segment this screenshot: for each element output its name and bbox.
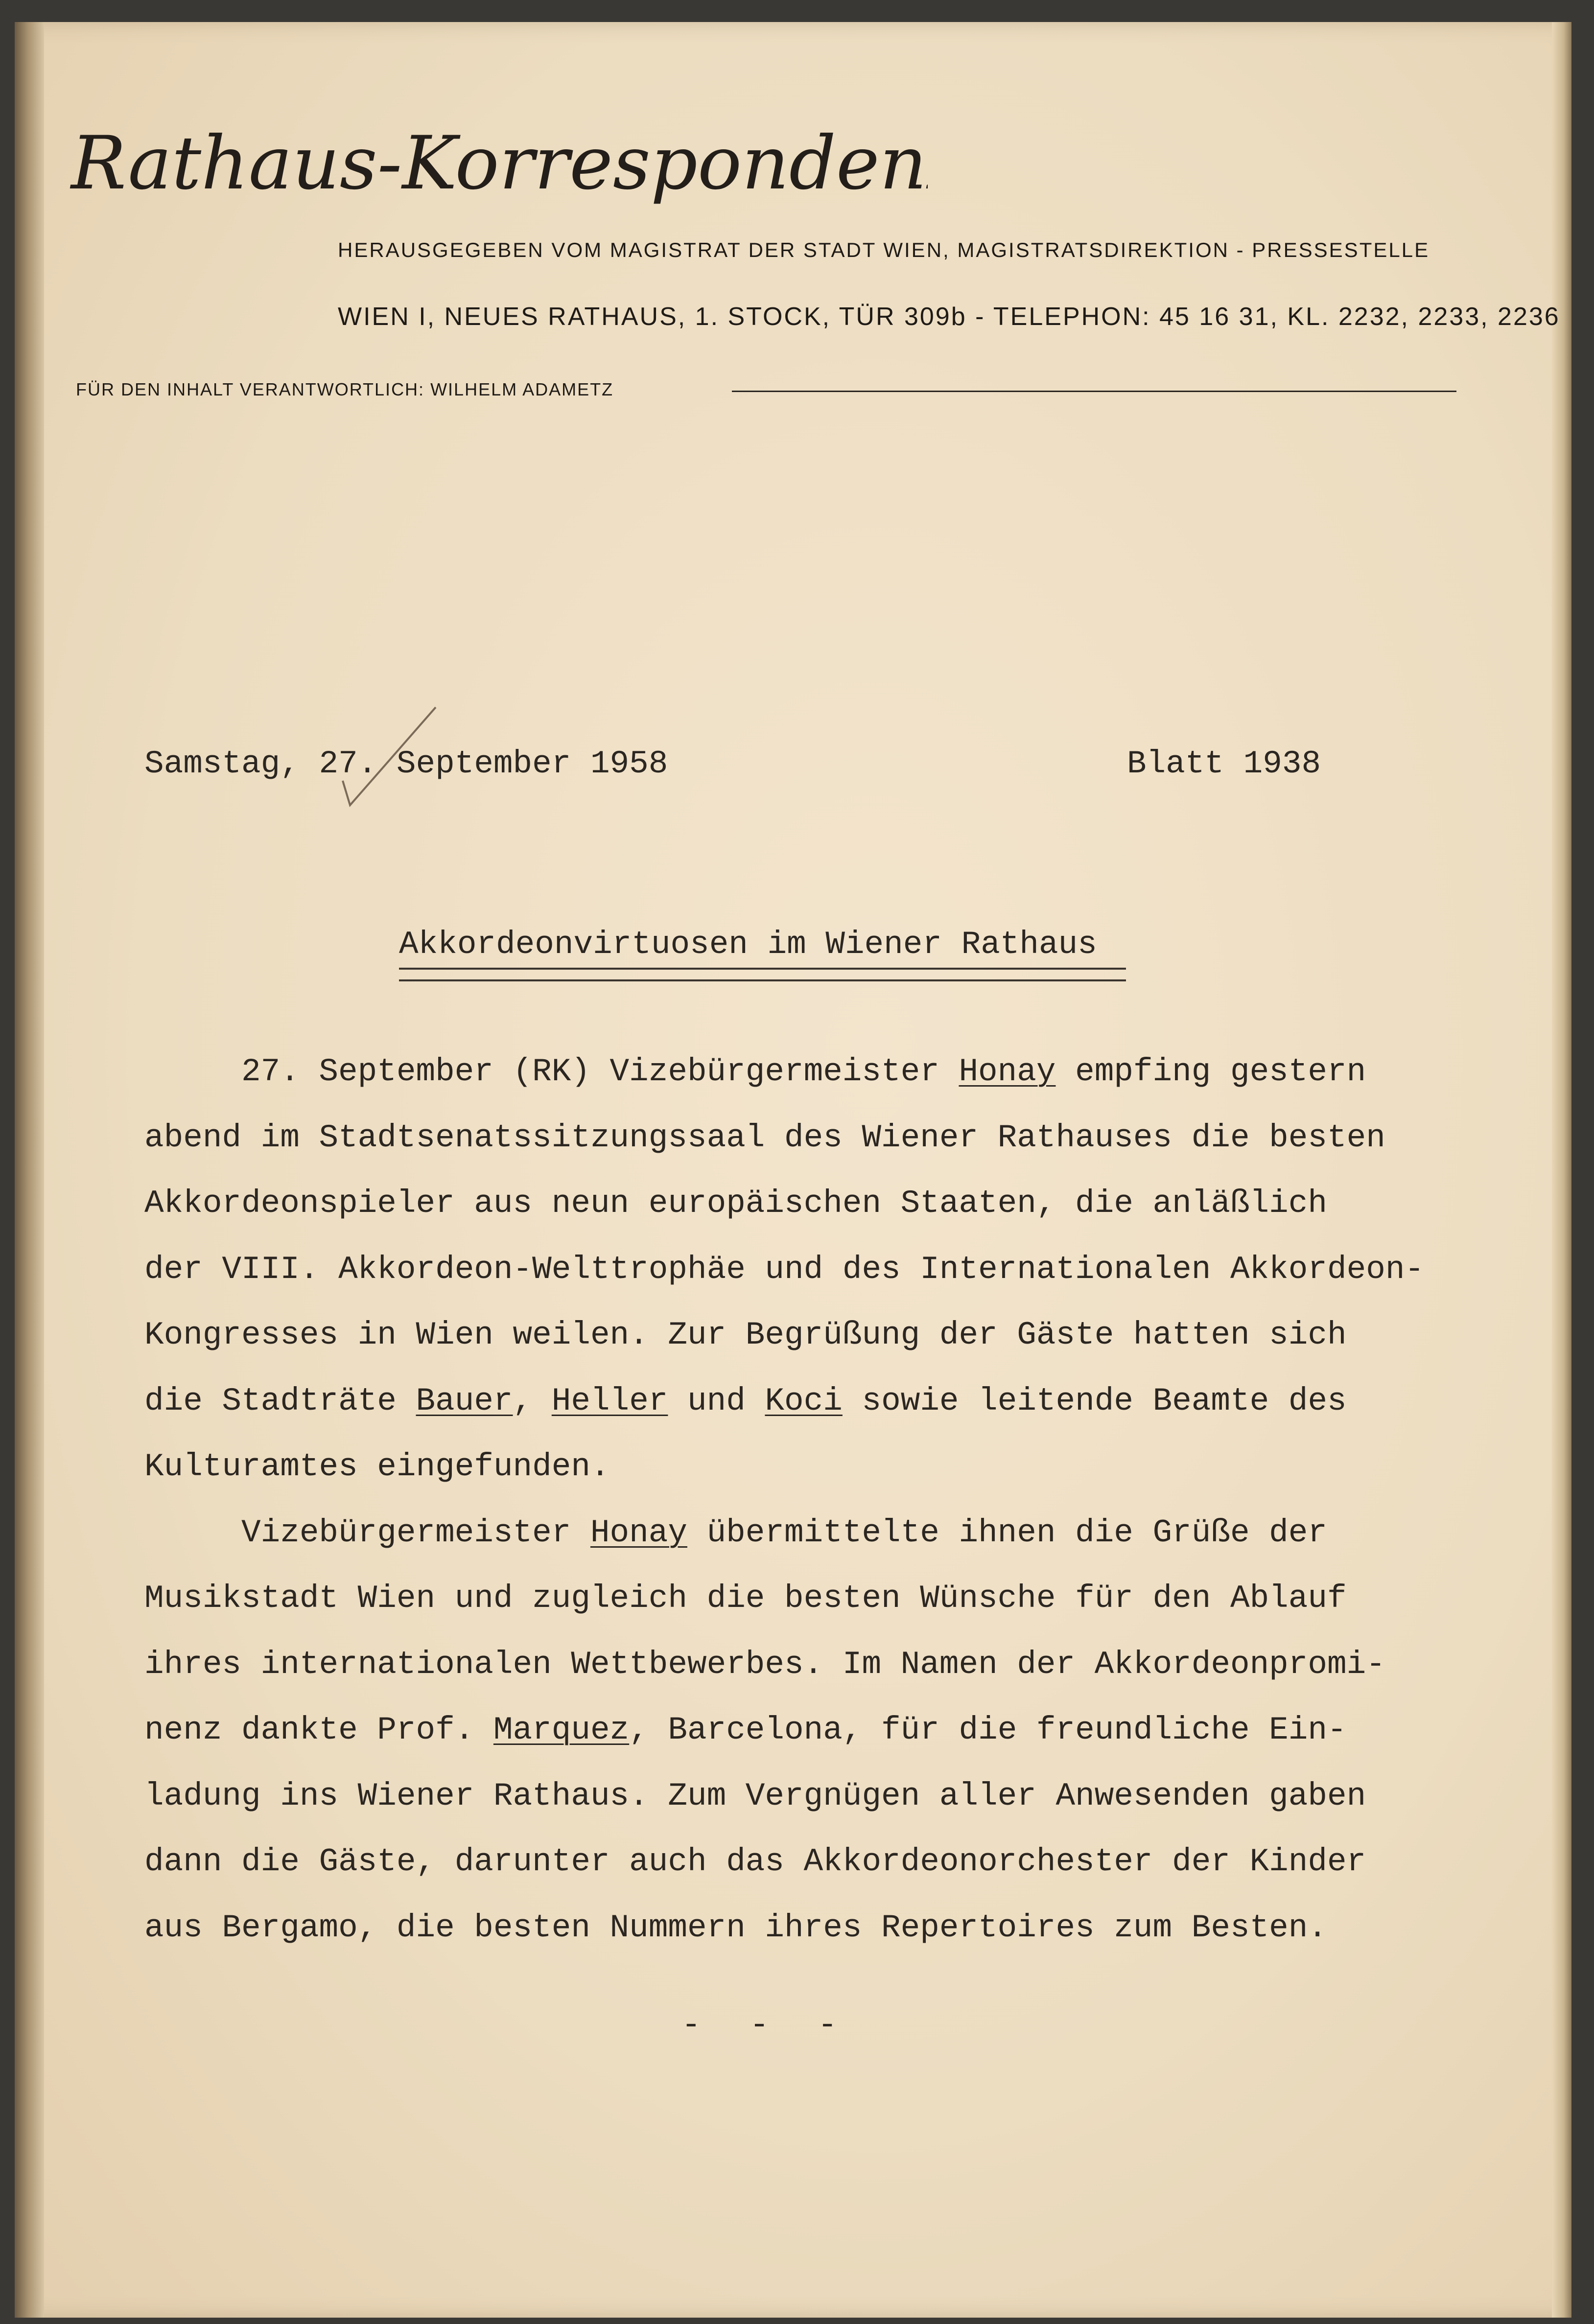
svg-text:Rathaus-Korrespondenz: Rathaus-Korrespondenz xyxy=(71,121,928,206)
article-body xyxy=(144,1039,1466,1961)
text-run: 27. September (RK) Vizebürgermeister xyxy=(241,1053,959,1090)
pencil-check-mark xyxy=(333,702,445,815)
page-edge xyxy=(1552,22,1571,2318)
body-line xyxy=(144,1369,1466,1435)
text-run: empfing gestern xyxy=(1055,1053,1366,1090)
text-run: nenz dankte Prof. xyxy=(144,1712,493,1748)
sheet-number: Blatt 1938 xyxy=(1127,745,1321,782)
article-headline: Akkordeonvirtuosen im Wiener Rathaus xyxy=(399,926,1097,963)
address-line: WIEN I, NEUES RATHAUS, 1. STOCK, TÜR 309b - TELEPHON: 45 16 31, KL. 2232, 2233, 2236 xyxy=(338,302,1560,331)
masthead-title-script xyxy=(66,108,928,220)
name-underlined: Honay xyxy=(590,1514,687,1551)
body-line xyxy=(144,1697,1466,1764)
responsible-line: FÜR DEN INHALT VERANTWORTLICH: WILHELM ADAMETZ xyxy=(76,379,614,399)
body-line: Kulturamtes eingefunden. xyxy=(144,1448,610,1485)
closing-dashes: - - - xyxy=(681,2007,852,2044)
text-run: die Stadträte xyxy=(144,1382,416,1419)
text-run: sowie leitende Beamte des xyxy=(842,1382,1347,1419)
body-line: dann die Gäste, darunter auch das Akkordeonorchester der Kinder xyxy=(144,1843,1366,1880)
body-line: Musikstadt Wien und zugleich die besten Wünsche für den Ablauf xyxy=(144,1580,1347,1617)
body-line: Kongresses in Wien weilen. Zur Begrüßung der Gäste hatten sich xyxy=(144,1317,1347,1353)
header-rule xyxy=(732,391,1456,392)
body-line: ladung ins Wiener Rathaus. Zum Vergnügen aller Anwesenden gaben xyxy=(144,1777,1366,1814)
text-run: , Barcelona, für die freundliche Ein- xyxy=(629,1712,1347,1748)
name-underlined: Koci xyxy=(765,1382,843,1419)
headline-double-rule xyxy=(399,968,1126,981)
body-line xyxy=(144,1039,1466,1105)
publisher-line: HERAUSGEGEBEN VOM MAGISTRAT DER STADT WIEN, MAGISTRATSDIREKTION - PRESSESTELLE xyxy=(338,238,1430,261)
text-run: und xyxy=(668,1382,765,1419)
body-line: aus Bergamo, die besten Nummern ihres Repertoires zum Besten. xyxy=(144,1909,1327,1946)
name-underlined: Bauer xyxy=(416,1382,513,1419)
body-line: der VIII. Akkordeon-Welttrophäe und des Internationalen Akkordeon- xyxy=(144,1251,1425,1288)
body-line: ihres internationalen Wettbewerbes. Im Namen der Akkordeonpromi- xyxy=(144,1646,1385,1683)
dateline-date: Samstag, 27. September 1958 xyxy=(144,745,668,782)
name-underlined: Honay xyxy=(959,1053,1056,1090)
text-run: übermittelte ihnen die Grüße der xyxy=(687,1514,1327,1551)
binding-spine xyxy=(15,22,44,2318)
body-line: abend im Stadtsenatssitzungssaal des Wiener Rathauses die besten xyxy=(144,1119,1385,1156)
body-line xyxy=(144,1500,1466,1566)
text-run: , xyxy=(513,1382,552,1419)
name-underlined: Marquez xyxy=(493,1712,630,1748)
masthead-title-logo xyxy=(66,108,928,220)
document-page xyxy=(15,22,1571,2318)
name-underlined: Heller xyxy=(551,1382,668,1419)
body-line: Akkordeonspieler aus neun europäischen Staaten, die anläßlich xyxy=(144,1185,1327,1222)
text-run: Vizebürgermeister xyxy=(241,1514,590,1551)
